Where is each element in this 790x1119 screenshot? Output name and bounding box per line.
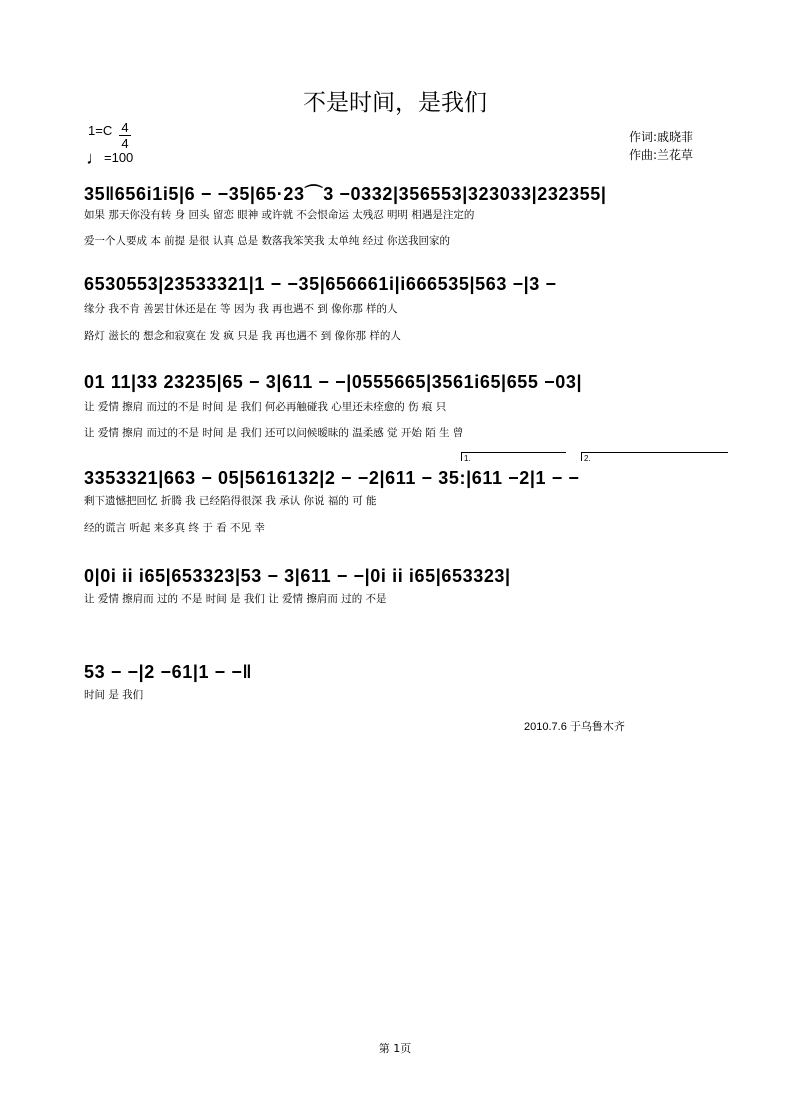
lyricist: 作词:戚晓菲 bbox=[629, 130, 694, 144]
system-lyrics-verse-1: 时间 是 我们 bbox=[84, 689, 144, 701]
composition-date: 2010.7.6 于乌鲁木齐 bbox=[524, 721, 625, 733]
tempo-marking bbox=[86, 148, 133, 169]
system-lyrics-verse-1: 缘分 我不肯 善罢甘休还是在 等 因为 我 再也遇不 到 像你那 样的人 bbox=[84, 303, 398, 315]
system-notes: 3353321|663 − 05|5616132|2 − −2|611 − 35:|611 −2|1 − − bbox=[84, 468, 580, 488]
tempo-value: =100 bbox=[104, 150, 134, 165]
composer: 作曲:兰花草 bbox=[629, 148, 694, 162]
volta-second-ending: 2. bbox=[581, 452, 728, 461]
time-signature-top: 4 bbox=[121, 120, 129, 135]
page-number: 第 1页 bbox=[378, 1042, 412, 1055]
system-notes: 35‖656i1i5|6 − −35|65·23⌒3 −0332|356553|323033|232355| bbox=[84, 184, 607, 204]
system-lyrics-verse-1: 剩下遗憾把回忆 折腾 我 已经陷得很深 我 承认 你说 福的 可 能 bbox=[84, 495, 377, 507]
system-notes: 6530553|23533321|1 − −35|656661i|i666535|563 −|3 − bbox=[84, 274, 557, 294]
quarter-note-icon: ♩ bbox=[86, 148, 104, 168]
system-lyrics-verse-1: 让 爱情 擦肩而 过的 不是 时间 是 我们 让 爱情 擦肩而 过的 不是 bbox=[84, 593, 387, 605]
time-signature bbox=[118, 120, 132, 151]
system-notes: 0|0i ii i65|653323|53 − 3|611 − −|0i ii i65|653323| bbox=[84, 566, 511, 586]
system-lyrics-verse-2: 爱一个人要成 本 前提 是很 认真 总是 数落我笨笑我 太单纯 经过 你送我回家的 bbox=[84, 235, 451, 247]
credits bbox=[629, 128, 693, 164]
system-lyrics-verse-1: 如果 那天你没有转 身 回头 留恋 眼神 或许就 不会恨命运 太残忍 明明 相遇是注定的 bbox=[84, 209, 475, 221]
system-notes: 01 11|33 23235|65 − 3|611 − −|0555665|3561i65|655 −03| bbox=[84, 372, 583, 392]
volta-first-ending: 1. bbox=[461, 452, 566, 461]
key-signature: 1=C bbox=[88, 123, 113, 138]
system-lyrics-verse-1: 让 爱情 擦肩 而过的不是 时间 是 我们 何必再触碰我 心里还未痊愈的 伤 痕 只 bbox=[84, 401, 447, 413]
system-notes: 53 − −|2 −61|1 − −‖ bbox=[84, 662, 253, 682]
time-signature-bottom: 4 bbox=[121, 136, 129, 151]
song-title: 不是时间，是我们 bbox=[303, 90, 487, 116]
system-lyrics-verse-2: 路灯 滋长的 想念和寂寞在 发 疯 只是 我 再也遇不 到 像你那 样的人 bbox=[84, 330, 401, 342]
system-lyrics-verse-2: 让 爱情 擦肩 而过的不是 时间 是 我们 还可以问候暧昧的 温柔感 觉 开始 陌 生 曾 bbox=[84, 427, 464, 439]
system-lyrics-verse-2: 经的谎言 听起 来多真 终 于 看 不见 幸 bbox=[84, 522, 265, 534]
